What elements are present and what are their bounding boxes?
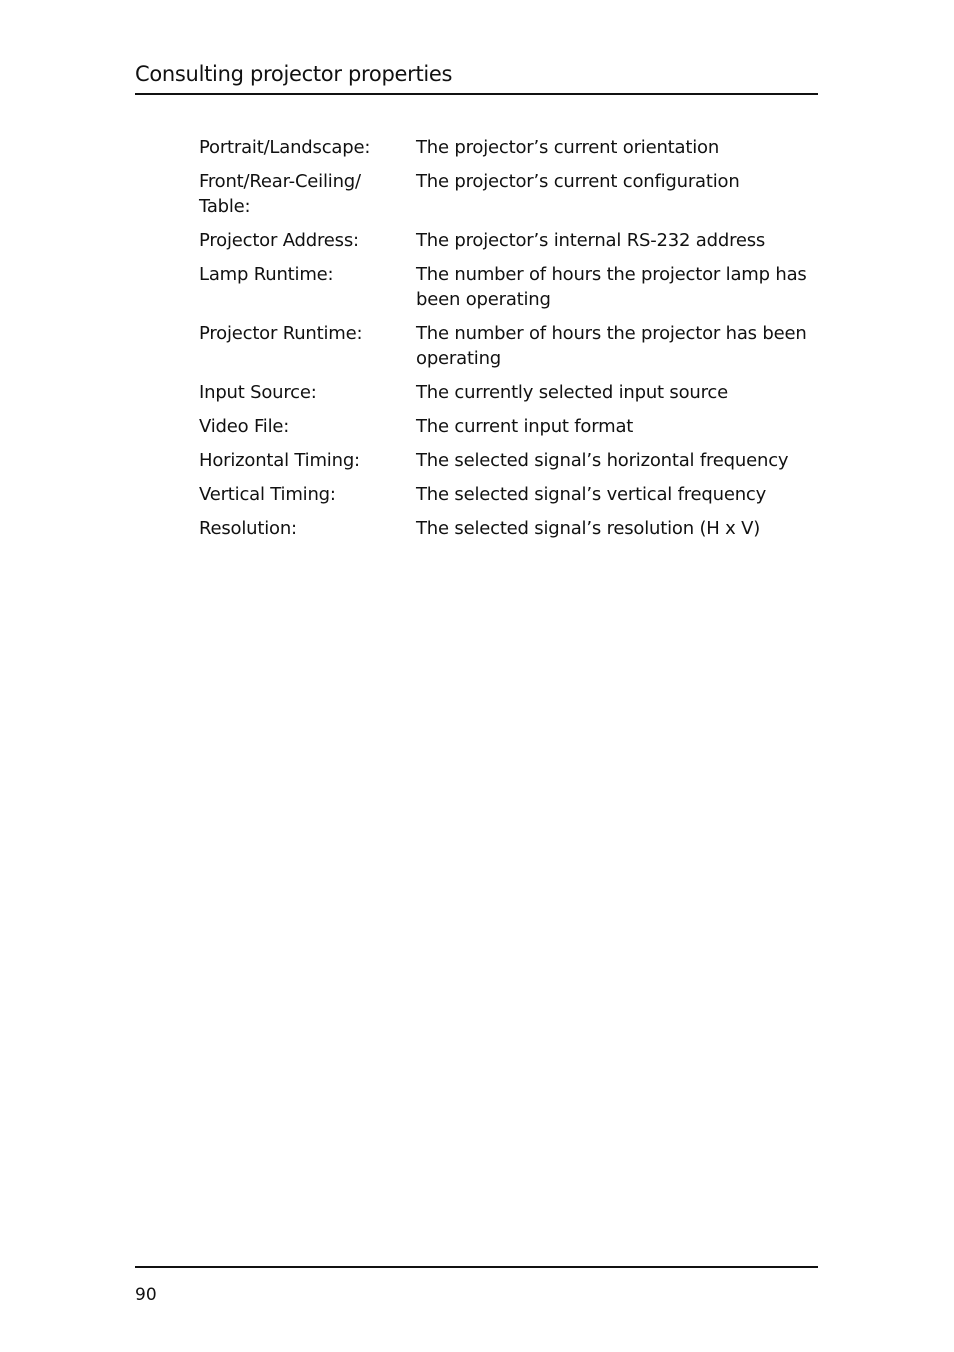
property-description: The current input format <box>416 416 634 437</box>
property-term: Vertical Timing: <box>199 484 336 505</box>
property-term: Portrait/Landscape: <box>199 137 371 158</box>
property-term: Front/Rear-Ceiling/ Table: <box>199 171 361 217</box>
property-description: The selected signal’s vertical frequency <box>416 484 767 505</box>
page-number: 90 <box>135 1285 157 1305</box>
property-row <box>199 516 809 541</box>
property-row <box>199 169 809 219</box>
header-divider <box>135 93 818 95</box>
property-row <box>199 321 809 371</box>
property-term: Input Source: <box>199 382 317 403</box>
property-description: The selected signal’s horizontal frequency <box>416 450 789 471</box>
property-description: The number of hours the projector has been operating <box>416 323 807 369</box>
property-term: Projector Address: <box>199 230 359 251</box>
properties-list <box>199 135 809 550</box>
page-title: Consulting projector properties <box>135 62 453 86</box>
property-row <box>199 262 809 312</box>
property-term: Lamp Runtime: <box>199 264 334 285</box>
property-description: The number of hours the projector lamp has been operating <box>416 264 807 310</box>
footer-divider <box>135 1266 818 1268</box>
property-description: The projector’s current orientation <box>416 137 720 158</box>
property-description: The currently selected input source <box>416 382 729 403</box>
property-description: The selected signal’s resolution (H x V) <box>416 518 761 539</box>
property-row <box>199 228 809 253</box>
property-row <box>199 414 809 439</box>
property-description: The projector’s internal RS-232 address <box>416 230 766 251</box>
property-term: Video File: <box>199 416 290 437</box>
property-term: Projector Runtime: <box>199 323 363 344</box>
property-row <box>199 482 809 507</box>
property-row <box>199 380 809 405</box>
property-description: The projector’s current configuration <box>416 171 740 192</box>
property-term: Horizontal Timing: <box>199 450 360 471</box>
property-term: Resolution: <box>199 518 297 539</box>
property-row <box>199 135 809 160</box>
property-row <box>199 448 809 473</box>
